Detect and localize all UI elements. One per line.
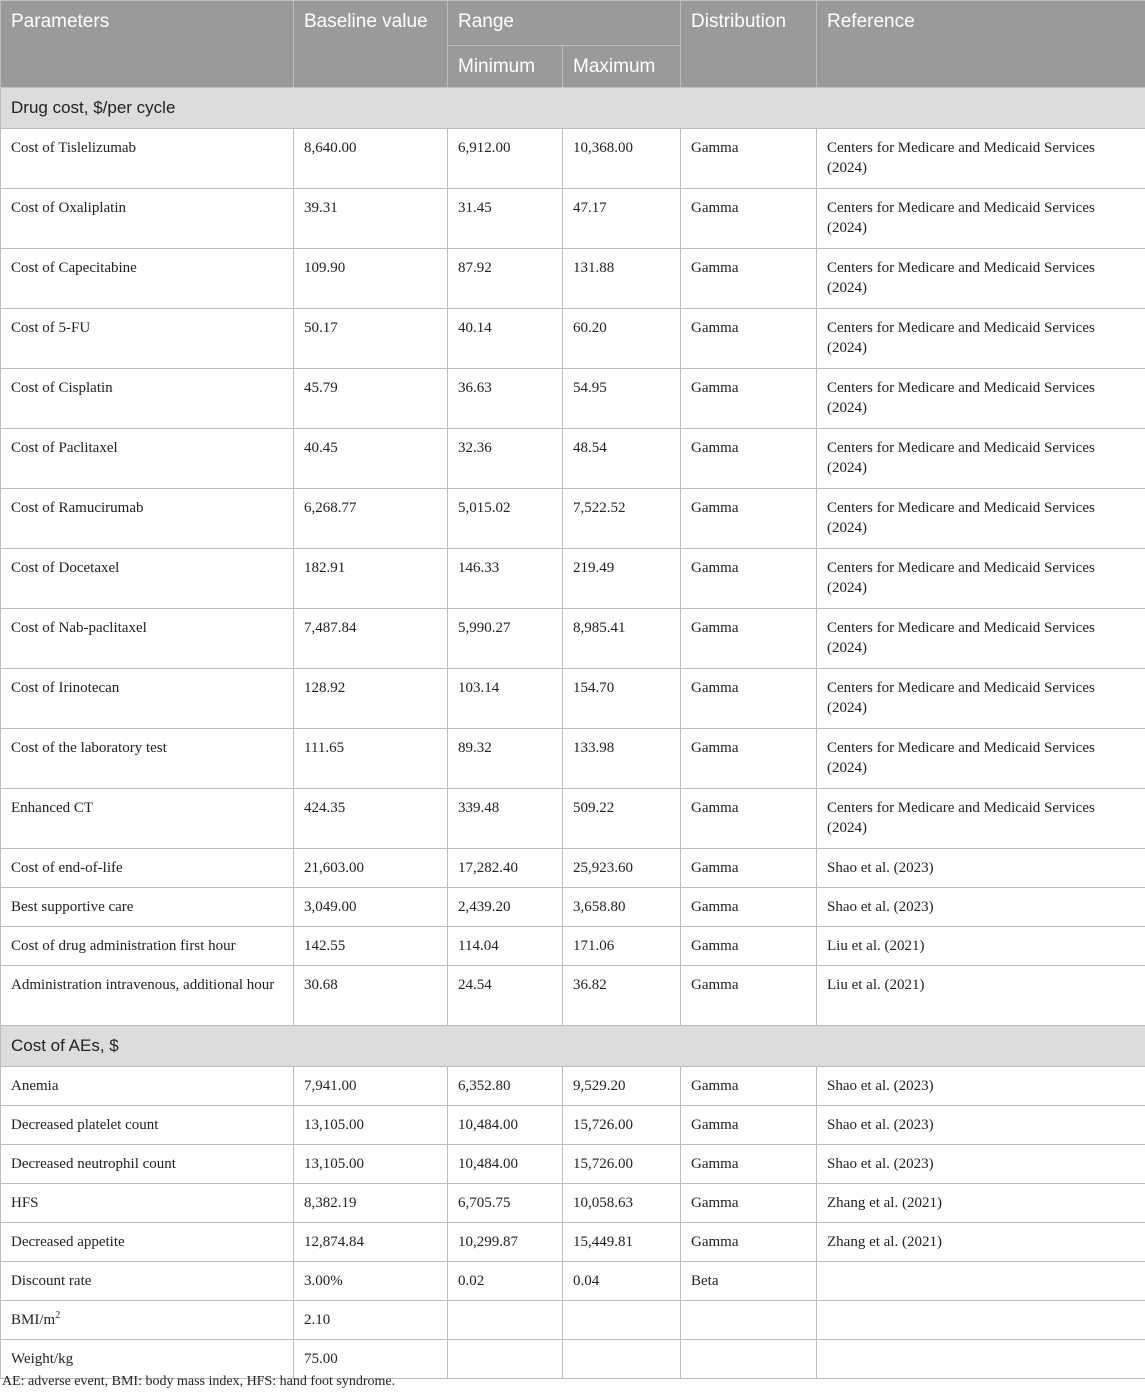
cell-parameter: Cost of 5-FU xyxy=(1,309,294,369)
cell-parameter: Cost of Nab-paclitaxel xyxy=(1,609,294,669)
table-row xyxy=(1,789,1145,849)
cell-maximum: 48.54 xyxy=(563,429,681,489)
cell-baseline: 13,105.00 xyxy=(294,1145,448,1184)
cell-maximum: 60.20 xyxy=(563,309,681,369)
table-footnote: AE: adverse event, BMI: body mass index, HFS: hand foot syndrome. xyxy=(2,1374,396,1389)
cell-minimum: 87.92 xyxy=(448,249,563,309)
cell-minimum: 114.04 xyxy=(448,927,563,966)
cell-baseline: 111.65 xyxy=(294,729,448,789)
table-body xyxy=(1,88,1145,1379)
cell-reference: Centers for Medicare and Medicaid Services (2024) xyxy=(817,669,1145,729)
cell-reference xyxy=(817,1262,1145,1301)
cell-minimum: 6,912.00 xyxy=(448,129,563,189)
cell-distribution: Gamma xyxy=(681,489,817,549)
table-row xyxy=(1,849,1145,888)
cell-maximum: 10,368.00 xyxy=(563,129,681,189)
cell-minimum: 5,015.02 xyxy=(448,489,563,549)
cell-maximum: 54.95 xyxy=(563,369,681,429)
table-row xyxy=(1,1067,1145,1106)
cell-minimum: 0.02 xyxy=(448,1262,563,1301)
header-reference: Reference xyxy=(817,1,1145,88)
cell-minimum: 36.63 xyxy=(448,369,563,429)
cell-maximum xyxy=(563,1301,681,1340)
cell-distribution: Gamma xyxy=(681,609,817,669)
table-row xyxy=(1,489,1145,549)
cell-distribution: Gamma xyxy=(681,669,817,729)
cell-parameter: Best supportive care xyxy=(1,888,294,927)
cell-reference: Centers for Medicare and Medicaid Services (2024) xyxy=(817,729,1145,789)
cell-reference: Centers for Medicare and Medicaid Services (2024) xyxy=(817,189,1145,249)
cell-baseline: 8,382.19 xyxy=(294,1184,448,1223)
cell-reference: Centers for Medicare and Medicaid Services (2024) xyxy=(817,489,1145,549)
cell-reference: Liu et al. (2021) xyxy=(817,966,1145,1026)
cell-minimum: 31.45 xyxy=(448,189,563,249)
cell-minimum: 146.33 xyxy=(448,549,563,609)
header-maximum: Maximum xyxy=(563,46,681,88)
cell-baseline: 50.17 xyxy=(294,309,448,369)
cell-baseline: 424.35 xyxy=(294,789,448,849)
section-header: Cost of AEs, $ xyxy=(1,1026,1145,1067)
cell-maximum: 3,658.80 xyxy=(563,888,681,927)
cell-reference: Zhang et al. (2021) xyxy=(817,1223,1145,1262)
cell-distribution: Gamma xyxy=(681,309,817,369)
cell-distribution: Gamma xyxy=(681,888,817,927)
cell-baseline: 75.00 xyxy=(294,1340,448,1379)
cell-maximum: 219.49 xyxy=(563,549,681,609)
cell-maximum: 36.82 xyxy=(563,966,681,1026)
cell-baseline: 142.55 xyxy=(294,927,448,966)
cell-parameter: Cost of Irinotecan xyxy=(1,669,294,729)
table-row xyxy=(1,549,1145,609)
cell-parameter: Weight/kg xyxy=(1,1340,294,1379)
cell-reference: Shao et al. (2023) xyxy=(817,1106,1145,1145)
table-row xyxy=(1,189,1145,249)
cell-reference: Liu et al. (2021) xyxy=(817,927,1145,966)
cell-parameter xyxy=(1,1301,294,1340)
cell-reference: Centers for Medicare and Medicaid Services (2024) xyxy=(817,549,1145,609)
cell-baseline: 39.31 xyxy=(294,189,448,249)
cell-reference: Shao et al. (2023) xyxy=(817,1145,1145,1184)
cell-baseline: 182.91 xyxy=(294,549,448,609)
cell-maximum: 10,058.63 xyxy=(563,1184,681,1223)
cell-reference xyxy=(817,1340,1145,1379)
cell-parameter: Discount rate xyxy=(1,1262,294,1301)
cell-distribution: Gamma xyxy=(681,189,817,249)
table-row xyxy=(1,966,1145,1026)
cell-reference: Centers for Medicare and Medicaid Services (2024) xyxy=(817,129,1145,189)
cell-parameter: Cost of drug administration first hour xyxy=(1,927,294,966)
cell-minimum: 10,484.00 xyxy=(448,1145,563,1184)
table-row xyxy=(1,429,1145,489)
table-row xyxy=(1,249,1145,309)
cell-parameter: Cost of Oxaliplatin xyxy=(1,189,294,249)
table-row xyxy=(1,669,1145,729)
cell-baseline: 8,640.00 xyxy=(294,129,448,189)
cell-reference: Centers for Medicare and Medicaid Services (2024) xyxy=(817,369,1145,429)
cell-parameter: Decreased neutrophil count xyxy=(1,1145,294,1184)
section-header: Drug cost, $/per cycle xyxy=(1,88,1145,129)
cell-parameter: Cost of Docetaxel xyxy=(1,549,294,609)
header-baseline: Baseline value xyxy=(294,1,448,88)
cell-baseline: 6,268.77 xyxy=(294,489,448,549)
cell-reference: Zhang et al. (2021) xyxy=(817,1184,1145,1223)
cell-maximum: 15,726.00 xyxy=(563,1106,681,1145)
table-row xyxy=(1,1340,1145,1379)
cell-distribution: Gamma xyxy=(681,789,817,849)
cell-parameter: Cost of Ramucirumab xyxy=(1,489,294,549)
cell-distribution: Gamma xyxy=(681,429,817,489)
cell-distribution: Gamma xyxy=(681,369,817,429)
cell-maximum: 154.70 xyxy=(563,669,681,729)
cell-reference: Centers for Medicare and Medicaid Services (2024) xyxy=(817,609,1145,669)
cell-baseline: 7,941.00 xyxy=(294,1067,448,1106)
table-row xyxy=(1,1145,1145,1184)
cell-minimum: 6,352.80 xyxy=(448,1067,563,1106)
cell-reference: Shao et al. (2023) xyxy=(817,888,1145,927)
cell-minimum: 10,299.87 xyxy=(448,1223,563,1262)
cell-distribution: Gamma xyxy=(681,1223,817,1262)
cell-baseline: 30.68 xyxy=(294,966,448,1026)
table-row xyxy=(1,609,1145,669)
cell-reference: Centers for Medicare and Medicaid Services (2024) xyxy=(817,429,1145,489)
cell-distribution: Gamma xyxy=(681,966,817,1026)
table-row xyxy=(1,927,1145,966)
header-range: Range xyxy=(448,1,681,46)
header-distribution: Distribution xyxy=(681,1,817,88)
cell-baseline: 12,874.84 xyxy=(294,1223,448,1262)
cell-minimum: 24.54 xyxy=(448,966,563,1026)
cell-baseline: 3,049.00 xyxy=(294,888,448,927)
cell-maximum: 8,985.41 xyxy=(563,609,681,669)
table-row xyxy=(1,129,1145,189)
table-row xyxy=(1,1301,1145,1340)
cell-minimum: 103.14 xyxy=(448,669,563,729)
table-row xyxy=(1,1262,1145,1301)
superscript: 2 xyxy=(55,1310,61,1321)
table-row xyxy=(1,729,1145,789)
table-row xyxy=(1,1223,1145,1262)
cell-distribution: Gamma xyxy=(681,1067,817,1106)
cell-baseline: 109.90 xyxy=(294,249,448,309)
cell-distribution: Gamma xyxy=(681,1145,817,1184)
cell-reference: Centers for Medicare and Medicaid Services (2024) xyxy=(817,309,1145,369)
cell-minimum: 10,484.00 xyxy=(448,1106,563,1145)
cell-parameter: Administration intravenous, additional hour xyxy=(1,966,294,1026)
table-row xyxy=(1,888,1145,927)
cell-distribution: Gamma xyxy=(681,549,817,609)
cell-maximum: 171.06 xyxy=(563,927,681,966)
cell-distribution: Gamma xyxy=(681,1106,817,1145)
cell-parameter: Cost of end-of-life xyxy=(1,849,294,888)
cell-maximum: 509.22 xyxy=(563,789,681,849)
cell-maximum: 131.88 xyxy=(563,249,681,309)
cell-maximum xyxy=(563,1340,681,1379)
cell-baseline: 2.10 xyxy=(294,1301,448,1340)
cell-parameter: Decreased appetite xyxy=(1,1223,294,1262)
table-row xyxy=(1,1184,1145,1223)
cell-distribution: Gamma xyxy=(681,927,817,966)
cell-parameter: Decreased platelet count xyxy=(1,1106,294,1145)
cell-maximum: 47.17 xyxy=(563,189,681,249)
cell-maximum: 25,923.60 xyxy=(563,849,681,888)
cell-parameter: Cost of the laboratory test xyxy=(1,729,294,789)
cell-baseline: 45.79 xyxy=(294,369,448,429)
cell-reference: Centers for Medicare and Medicaid Services (2024) xyxy=(817,249,1145,309)
cell-maximum: 7,522.52 xyxy=(563,489,681,549)
cell-parameter: Cost of Tislelizumab xyxy=(1,129,294,189)
cell-baseline: 3.00% xyxy=(294,1262,448,1301)
cell-baseline: 128.92 xyxy=(294,669,448,729)
cell-maximum: 0.04 xyxy=(563,1262,681,1301)
cell-baseline: 21,603.00 xyxy=(294,849,448,888)
cell-distribution xyxy=(681,1340,817,1379)
cell-parameter: HFS xyxy=(1,1184,294,1223)
cell-distribution: Gamma xyxy=(681,849,817,888)
cell-distribution xyxy=(681,1301,817,1340)
cell-minimum: 32.36 xyxy=(448,429,563,489)
cell-baseline: 7,487.84 xyxy=(294,609,448,669)
cell-minimum: 89.32 xyxy=(448,729,563,789)
cell-maximum: 9,529.20 xyxy=(563,1067,681,1106)
cell-minimum: 17,282.40 xyxy=(448,849,563,888)
cell-minimum: 5,990.27 xyxy=(448,609,563,669)
cell-reference xyxy=(817,1301,1145,1340)
cell-minimum xyxy=(448,1340,563,1379)
cell-minimum: 40.14 xyxy=(448,309,563,369)
cell-maximum: 15,449.81 xyxy=(563,1223,681,1262)
cell-parameter: Enhanced CT xyxy=(1,789,294,849)
header-minimum: Minimum xyxy=(448,46,563,88)
cell-distribution: Gamma xyxy=(681,729,817,789)
cell-distribution: Beta xyxy=(681,1262,817,1301)
table-row xyxy=(1,369,1145,429)
cell-parameter-text: BMI/m xyxy=(11,1312,56,1328)
cell-distribution: Gamma xyxy=(681,129,817,189)
table-row xyxy=(1,1106,1145,1145)
cell-baseline: 13,105.00 xyxy=(294,1106,448,1145)
cell-distribution: Gamma xyxy=(681,1184,817,1223)
cell-minimum: 339.48 xyxy=(448,789,563,849)
cell-parameter: Cost of Capecitabine xyxy=(1,249,294,309)
table-row xyxy=(1,309,1145,369)
cell-minimum: 2,439.20 xyxy=(448,888,563,927)
cell-distribution: Gamma xyxy=(681,249,817,309)
cell-minimum xyxy=(448,1301,563,1340)
cell-minimum: 6,705.75 xyxy=(448,1184,563,1223)
header-parameters: Parameters xyxy=(1,1,294,88)
cell-baseline: 40.45 xyxy=(294,429,448,489)
cell-parameter: Anemia xyxy=(1,1067,294,1106)
cell-reference: Centers for Medicare and Medicaid Services (2024) xyxy=(817,789,1145,849)
cell-maximum: 133.98 xyxy=(563,729,681,789)
cell-reference: Shao et al. (2023) xyxy=(817,1067,1145,1106)
cell-maximum: 15,726.00 xyxy=(563,1145,681,1184)
cell-parameter: Cost of Cisplatin xyxy=(1,369,294,429)
cell-parameter: Cost of Paclitaxel xyxy=(1,429,294,489)
cell-reference: Shao et al. (2023) xyxy=(817,849,1145,888)
